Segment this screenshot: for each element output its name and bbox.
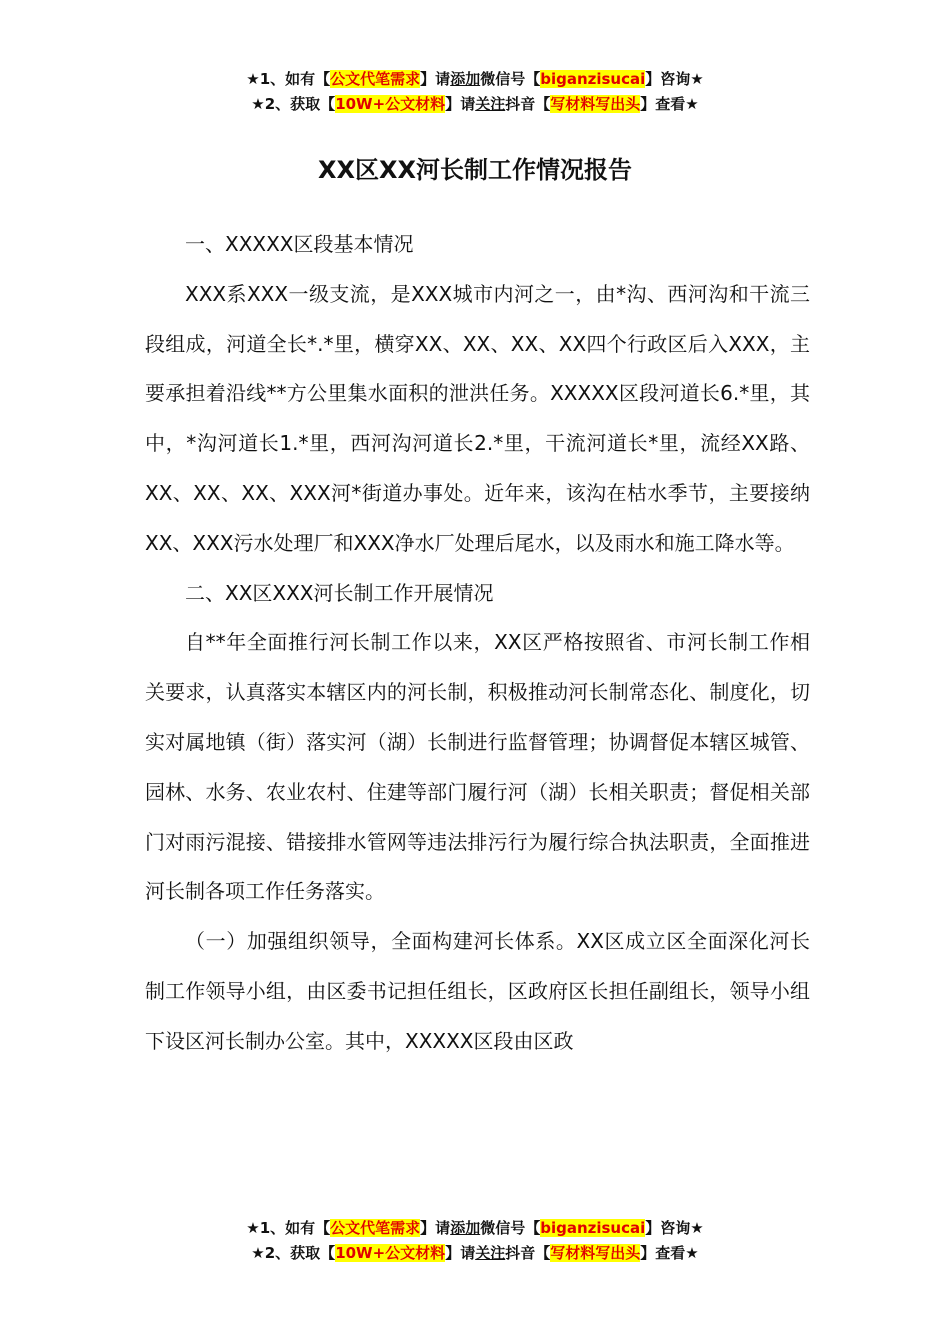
banner-underline: 关注 bbox=[475, 95, 506, 113]
footer-banner bbox=[0, 1216, 950, 1266]
banner-line-2 bbox=[0, 1241, 950, 1266]
banner-text: 】咨询★ bbox=[645, 70, 704, 88]
banner-highlight: biganzisucai bbox=[540, 1219, 646, 1237]
banner-highlight: 写材料写出头 bbox=[550, 95, 641, 113]
banner-line-1 bbox=[0, 67, 950, 92]
document-body bbox=[145, 220, 810, 1067]
banner-underline: 添加 bbox=[450, 70, 481, 88]
banner-highlight: 公文代笔需求 bbox=[330, 1219, 421, 1237]
banner-text: 抖音【 bbox=[505, 1244, 551, 1262]
paragraph: XXX系XXX一级支流，是XXX城市内河之一，由*沟、西河沟和干流三段组成，河道全长*.*里，横穿XX、XX、XX、XX四个行政区后入XXX，主要承担着沿线**方公里集水面积的泄洪任务。XXXXX区段河道长6.*里，其中，*沟河道长1.*里，西河沟河道长2.*里，干流河道长*里，流经XX路、XX、XX、XX、XXX河*街道办事处。近年来，该沟在枯水季节，主要接纳XX、XXX污水处理厂和XXX净水厂处理后尾水，以及雨水和施工降水等。 bbox=[145, 281, 810, 555]
section-heading: 一、XXXXX区段基本情况 bbox=[185, 232, 414, 256]
banner-line-2 bbox=[0, 92, 950, 117]
banner-text: ★1、如有【 bbox=[246, 70, 331, 88]
banner-text: 微信号【 bbox=[480, 1219, 541, 1237]
banner-text: 】请 bbox=[445, 1244, 476, 1262]
banner-highlight: 写材料写出头 bbox=[550, 1244, 641, 1262]
banner-underline: 关注 bbox=[475, 1244, 506, 1262]
banner-text: 微信号【 bbox=[480, 70, 541, 88]
banner-text: 抖音【 bbox=[505, 95, 551, 113]
banner-highlight: 公文代笔需求 bbox=[330, 70, 421, 88]
banner-highlight: biganzisucai bbox=[540, 70, 646, 88]
banner-text: 】咨询★ bbox=[645, 1219, 704, 1237]
header-banner bbox=[0, 67, 950, 117]
paragraph: （一）加强组织领导，全面构建河长体系。XX区成立区全面深化河长制工作领导小组，由区委书记担任组长，区政府区长担任副组长，领导小组下设区河长制办公室。其中，XXXXX区段由区政 bbox=[145, 929, 810, 1053]
banner-highlight: 10W+公文材料 bbox=[335, 1244, 446, 1262]
document-title: XX区XX河长制工作情况报告 bbox=[317, 156, 632, 184]
banner-highlight: 10W+公文材料 bbox=[335, 95, 446, 113]
banner-text: 】查看★ bbox=[640, 1244, 699, 1262]
paragraph: 自**年全面推行河长制工作以来，XX区严格按照省、市河长制工作相关要求，认真落实本辖区内的河长制，积极推动河长制常态化、制度化，切实对属地镇（街）落实河（湖）长制进行监督管理；协调督促本辖区城管、园林、水务、农业农村、住建等部门履行河（湖）长相关职责；督促相关部门对雨污混接、错接排水管网等违法排污行为履行综合执法职责，全面推进河长制各项工作任务落实。 bbox=[145, 630, 810, 904]
banner-text: 】请 bbox=[420, 1219, 451, 1237]
banner-text: ★2、获取【 bbox=[251, 95, 336, 113]
banner-text: 】请 bbox=[445, 95, 476, 113]
banner-text: ★1、如有【 bbox=[246, 1219, 331, 1237]
section-heading: 二、XX区XXX河长制工作开展情况 bbox=[185, 580, 494, 605]
banner-line-1 bbox=[0, 1216, 950, 1241]
banner-underline: 添加 bbox=[450, 1219, 481, 1237]
banner-text: 】查看★ bbox=[640, 95, 699, 113]
banner-text: ★2、获取【 bbox=[251, 1244, 336, 1262]
banner-text: 】请 bbox=[420, 70, 451, 88]
